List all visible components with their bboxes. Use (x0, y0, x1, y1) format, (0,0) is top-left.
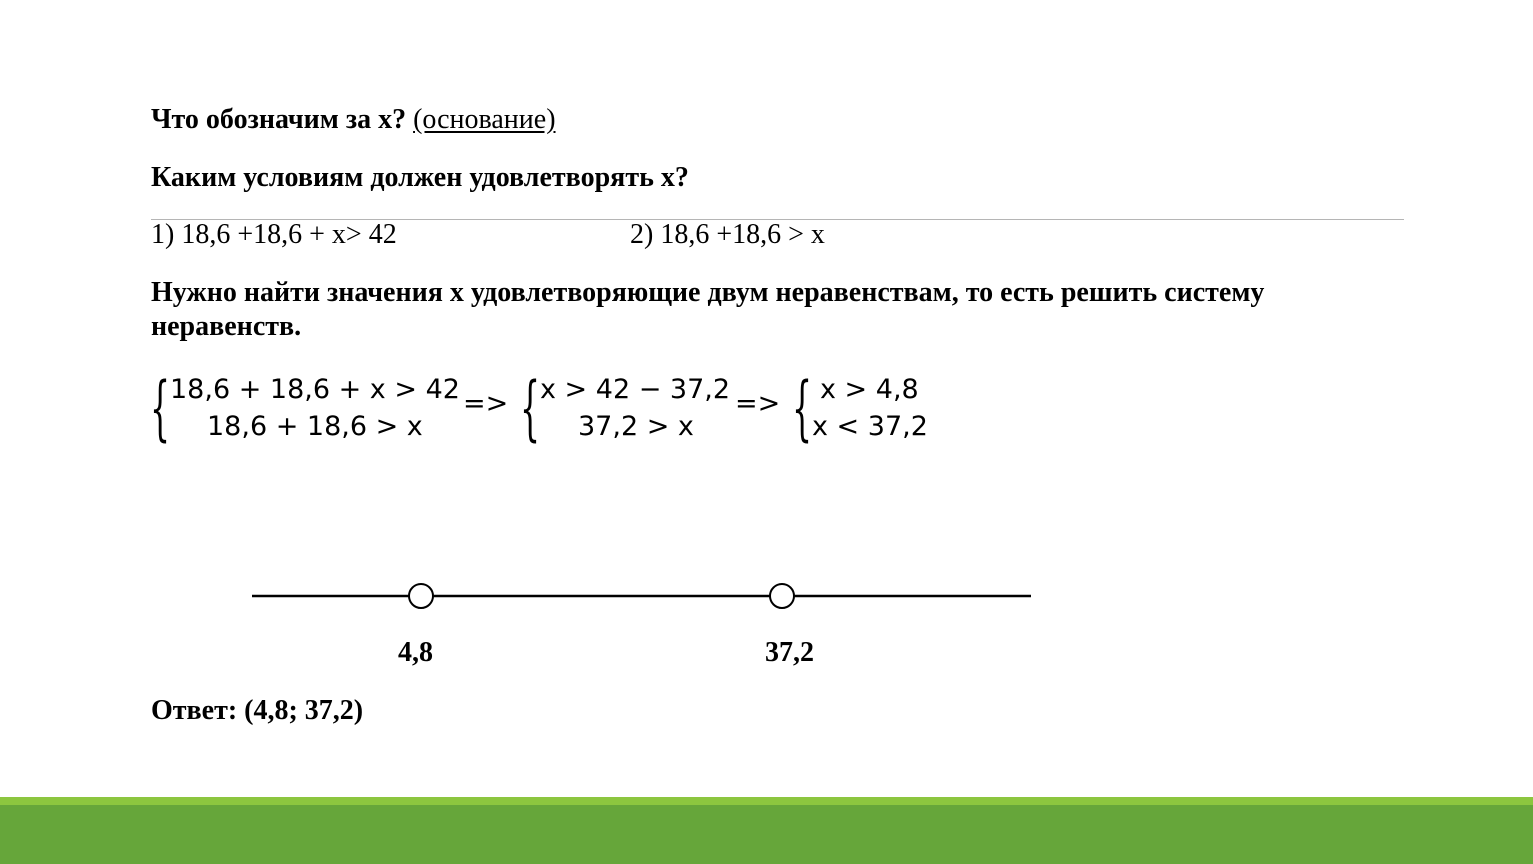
system-3-line-2: x < 37,2 (812, 411, 928, 442)
system-2-line-2: 37,2 > x (578, 411, 694, 442)
answer-text: Ответ: (4,8; 37,2) (151, 695, 364, 726)
system-brace: { (520, 367, 541, 449)
instruction-text: Нужно найти значения х удовлетворяющие двум неравенствам, то есть решить систему неравенств. (151, 277, 1265, 342)
condition-2: 2) 18,6 +18,6 > х (630, 219, 825, 250)
system-2-line-1: x > 42 − 37,2 (540, 374, 731, 405)
inequality-system-solved (792, 368, 928, 448)
system-lines (812, 371, 928, 445)
system-3-line-1: x > 4,8 (820, 374, 919, 405)
system-lines (170, 371, 460, 445)
system-1-line-1: 18,6 + 18,6 + x > 42 (170, 374, 460, 405)
question-what-is-x (151, 104, 556, 136)
inequality-system-simplified (520, 368, 730, 448)
point-label-37-2: 37,2 (765, 637, 814, 668)
implies-arrow-1: => (463, 388, 509, 419)
system-brace: { (792, 367, 813, 449)
open-point-37-2 (770, 584, 794, 608)
number-line (0, 570, 1100, 630)
implies-arrow-2: => (735, 388, 781, 419)
question-conditions: Каким условиям должен удовлетворять х? (151, 162, 689, 193)
condition-1: 1) 18,6 +18,6 + х> 42 (151, 219, 397, 250)
system-brace: { (150, 367, 171, 449)
system-lines (540, 371, 730, 445)
question-what-is-x-text: Что обозначим за х? (151, 104, 407, 135)
system-1-line-2: 18,6 + 18,6 > x (207, 411, 423, 442)
point-label-4-8: 4,8 (398, 637, 433, 668)
open-point-4-8 (409, 584, 433, 608)
inequality-system-original (150, 368, 460, 448)
footer-band (0, 797, 1533, 864)
footer-accent-stripe (0, 797, 1533, 805)
question-what-is-x-answer: (основание) (413, 104, 556, 135)
